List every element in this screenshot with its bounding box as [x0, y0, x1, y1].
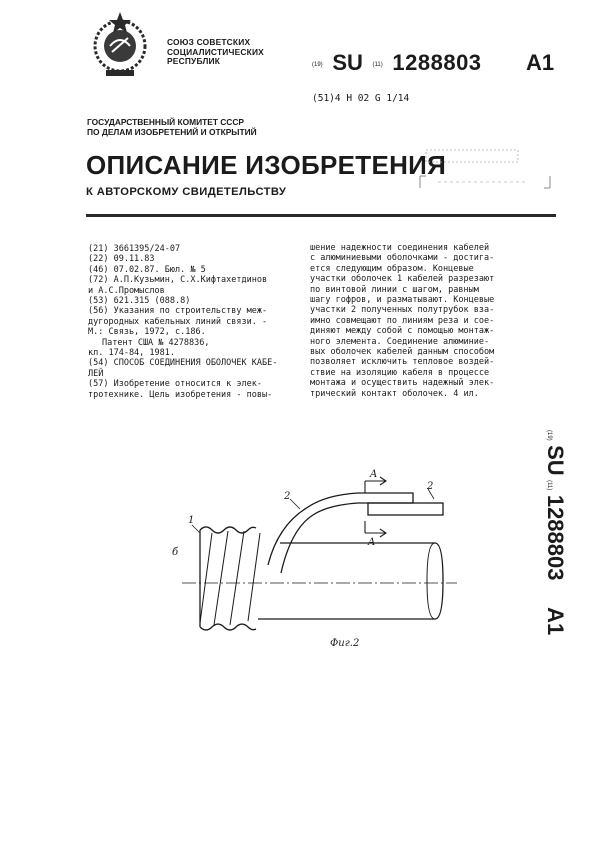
abstract-line: по винтовой линии с шагом, равным	[310, 284, 479, 295]
label-a-top: A	[370, 469, 378, 480]
biblio-line: Патент США № 4278836,	[102, 337, 210, 348]
cable-end	[427, 543, 435, 619]
abstract-line: с алюминиевыми оболочками - достига-	[310, 253, 495, 264]
code-19: (19)	[312, 62, 323, 68]
cable-sheath-drawing	[170, 455, 460, 655]
biblio-line: (54) СПОСОБ СОЕДИНЕНИЯ ОБОЛОЧЕК КАБЕ-	[88, 358, 278, 369]
label-a-bottom: A	[368, 537, 376, 548]
side-publication-number	[543, 430, 586, 660]
abstract-line: вых оболочек кабелей данным способом	[310, 347, 495, 358]
biblio-line: (72) А.П.Кузьмин, С.Х.Кифтахетдинов	[88, 275, 268, 286]
side-country-code: SU	[543, 445, 568, 476]
side-kind-code: A1	[543, 607, 568, 636]
biblio-line: (57) Изобретение относится к элек-	[88, 379, 262, 390]
label-1: 1	[188, 515, 195, 526]
biblio-line: (53) 621.315 (088.8)	[88, 296, 191, 307]
bibliographic-data	[88, 244, 277, 400]
emblem-icon	[84, 8, 156, 80]
abstract-line: имно совмещают по линиям реза и сое-	[310, 315, 495, 326]
side-code-11: (11)	[546, 480, 552, 491]
figure-caption: Фиг.2	[330, 638, 360, 649]
biblio-line: ЛЕЙ	[88, 368, 104, 379]
committee-name	[87, 118, 257, 137]
side-code-19: (19)	[546, 430, 552, 441]
abstract-line: трический контакт оболочек. 4 ил.	[310, 388, 479, 399]
abstract-line: монтажа и осуществить надежный элек-	[310, 378, 495, 389]
country-code: SU	[332, 50, 363, 75]
patent-number: 1288803	[392, 50, 482, 75]
side-patent-number: 1288803	[543, 494, 568, 581]
biblio-line: тротехнике. Цель изобретения - повы-	[88, 389, 273, 400]
org-line: РЕСПУБЛИК	[167, 56, 221, 67]
section-mark-bottom	[365, 521, 386, 537]
label-6: б	[172, 547, 179, 558]
library-stamp	[418, 142, 552, 200]
committee-line: ПО ДЕЛАМ ИЗОБРЕТЕНИЙ И ОТКРЫТИЙ	[87, 126, 257, 137]
publication-number	[312, 50, 482, 80]
leader-2	[290, 499, 300, 509]
biblio-line: (46) 07.02.87. Бюл. № 5	[88, 264, 206, 275]
biblio-line: кл. 174-84, 1981.	[88, 348, 175, 359]
abstract-line: позволяет исключить тепловое воздей-	[310, 357, 495, 368]
stamp-icon	[418, 142, 552, 200]
label-2a: 2	[284, 491, 291, 502]
state-emblem	[84, 8, 156, 80]
header-rule	[86, 214, 556, 217]
abstract-line: шение надежности соединения кабелей	[310, 243, 490, 253]
ipc-classification: (51)4 H 02 G 1/14	[312, 93, 410, 104]
half-tube-end	[368, 503, 443, 515]
code-11: (11)	[372, 62, 383, 68]
figure-drawing	[170, 455, 460, 655]
abstract-line: участки 2 полученных полутрубок вза-	[310, 305, 495, 316]
committee-line: ГОСУДАРСТВЕННЫЙ КОМИТЕТ СССР	[87, 117, 244, 127]
abstract-line: ствие на изоляцию кабеля в процессе	[310, 367, 490, 378]
abstract-line: ного элемента. Соединение алюминие-	[310, 336, 490, 347]
document-subtitle: К АВТОРСКОМУ СВИДЕТЕЛЬСТВУ	[86, 186, 287, 198]
biblio-line: и А.С.Промыслов	[88, 285, 165, 296]
biblio-line: дугородных кабельных линий связи. -	[88, 316, 268, 327]
biblio-line: (21) 3661395/24-07	[88, 244, 181, 254]
abstract-text	[310, 243, 494, 399]
abstract-line: участки оболочек 1 кабелей разрезают	[310, 274, 495, 285]
org-line: СОЦИАЛИСТИЧЕСКИХ	[167, 46, 264, 57]
abstract-line: диняют между собой с помощью монтаж-	[310, 326, 495, 337]
leader-1	[192, 525, 200, 533]
half-tube-strip	[268, 493, 413, 573]
abstract-line: ется следующим образом. Концевые	[310, 263, 474, 274]
helical-cut-lines	[200, 531, 260, 625]
biblio-line: (22) 09.11.83	[88, 254, 155, 265]
biblio-line: (56) Указания по строительству меж-	[88, 306, 268, 317]
org-name	[167, 38, 264, 67]
corrugation-bottom	[200, 624, 256, 630]
kind-code: A1	[526, 50, 555, 75]
document-title: ОПИСАНИЕ ИЗОБРЕТЕНИЯ	[86, 150, 447, 180]
abstract-line: шагу гофров, и разматывают. Концевые	[310, 295, 495, 306]
biblio-line: М.: Связь, 1972, с.186.	[88, 327, 206, 338]
label-2b: 2	[427, 481, 434, 492]
org-line: СОЮЗ СОВЕТСКИХ	[167, 37, 251, 47]
